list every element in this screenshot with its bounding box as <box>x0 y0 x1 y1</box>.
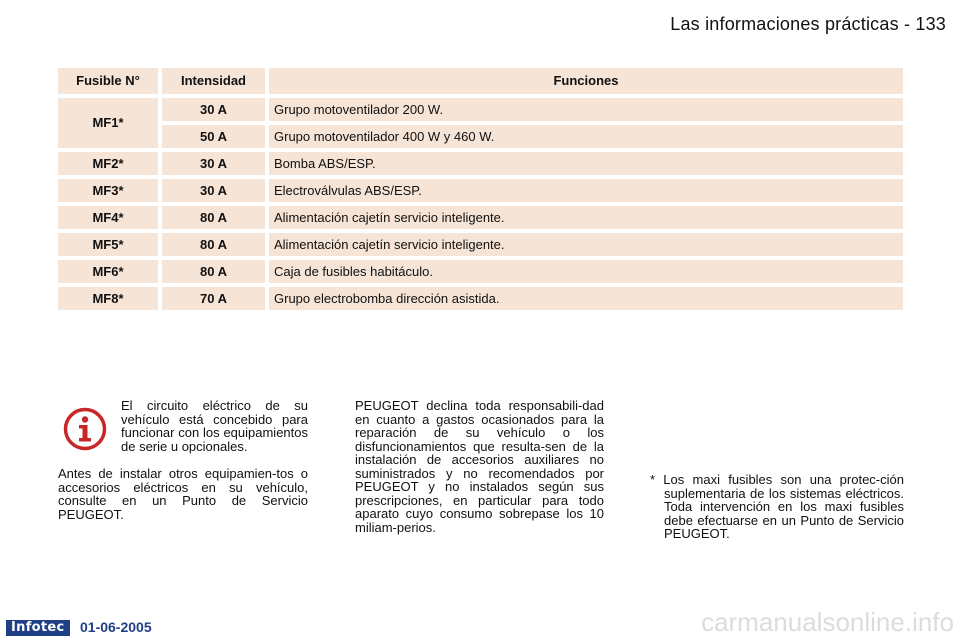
table-row <box>58 152 903 175</box>
fuse-number: MF2* <box>58 152 158 175</box>
fuse-intensity: 30 A <box>162 152 265 175</box>
fuse-number: MF1* <box>58 98 158 148</box>
fuse-number: MF4* <box>58 206 158 229</box>
fuse-table <box>58 68 903 314</box>
info-intro-text: El circuito eléctrico de su vehículo está concebido para funcionar con los equipamientos de serie u opcionales. <box>121 398 308 454</box>
fuse-function: Caja de fusibles habitáculo. <box>269 260 903 283</box>
fuse-intensity: 80 A <box>162 233 265 256</box>
table-row-group-mf1 <box>58 98 903 148</box>
fuse-intensity: 80 A <box>162 206 265 229</box>
table-row <box>58 287 903 310</box>
table-row <box>58 206 903 229</box>
fuse-intensity: 70 A <box>162 287 265 310</box>
page-title: Las informaciones prácticas - 133 <box>670 14 946 34</box>
fuse-number: MF5* <box>58 233 158 256</box>
footer-date: 01-06-2005 <box>80 619 152 635</box>
fuse-intensity: 30 A <box>162 98 265 121</box>
info-before-install-text: Antes de instalar otros equipamien-tos o accesorios eléctricos en su vehículo, consulte en un Punto de Servicio PEUGEOT. <box>58 466 308 522</box>
fuse-function: Bomba ABS/ESP. <box>269 152 903 175</box>
fuse-function: Electroválvulas ABS/ESP. <box>269 179 903 202</box>
table-row <box>58 179 903 202</box>
fuse-function: Grupo electrobomba dirección asistida. <box>269 287 903 310</box>
column-header-intensity: Intensidad <box>162 68 265 94</box>
maxi-fuse-footnote: * Los maxi fusibles son una protec-ción suplementaria de los sistemas eléctricos. Toda intervención en los maxi fusibles debe efectuarse en un Punto de Servicio PEUGEOT. <box>650 472 904 541</box>
column-header-fuse: Fusible N° <box>58 68 158 94</box>
fuse-function: Grupo motoventilador 200 W. <box>269 98 903 121</box>
fuse-number: MF6* <box>58 260 158 283</box>
infotec-logo: Infotec <box>6 620 70 636</box>
info-icon <box>63 407 107 451</box>
fuse-number: MF3* <box>58 179 158 202</box>
fuse-intensity: 50 A <box>162 125 265 148</box>
fuse-intensity: 30 A <box>162 179 265 202</box>
fuse-function: Alimentación cajetín servicio inteligente. <box>269 233 903 256</box>
column-header-functions: Funciones <box>269 68 903 94</box>
fuse-function: Grupo motoventilador 400 W y 460 W. <box>269 125 903 148</box>
peugeot-disclaimer-text: PEUGEOT declina toda responsabili-dad en cuanto a gastos ocasionados para la reparación de su vehículo o los disfuncionamientos que resulta-sen de la instalación de accesorios auxiliares no suministrados y no recomendados por PEUGEOT y no instalados según sus prescripciones, en particular para todo aparato cuyo consumo sobrepase los 10 miliam-perios. <box>355 398 604 535</box>
fuse-number: MF8* <box>58 287 158 310</box>
table-row <box>162 125 903 148</box>
fuse-intensity: 80 A <box>162 260 265 283</box>
table-row <box>162 98 903 121</box>
table-row <box>58 260 903 283</box>
fuse-function: Alimentación cajetín servicio inteligente. <box>269 206 903 229</box>
table-row <box>58 233 903 256</box>
table-header-row <box>58 68 903 94</box>
watermark: carmanualsonline.info <box>701 607 954 637</box>
